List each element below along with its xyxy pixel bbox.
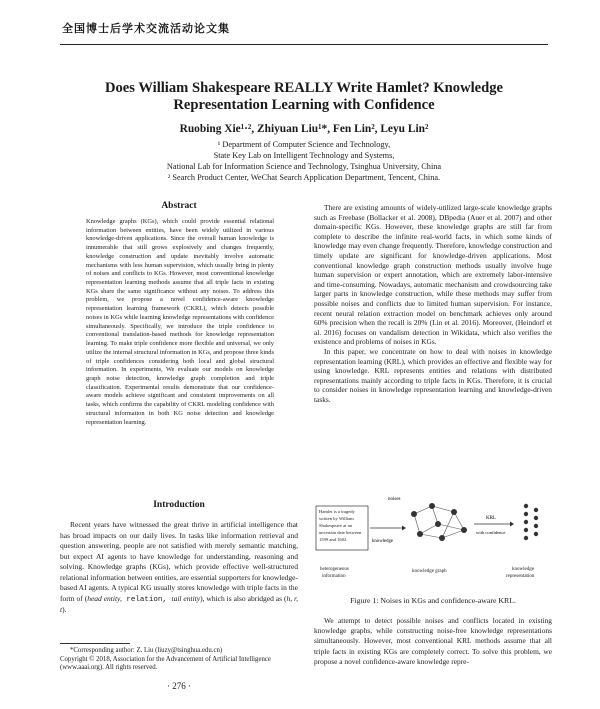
- box-line: Shakespeare at an: [319, 523, 352, 528]
- author-list: Ruobing Xie¹·², Zhiyuan Liu¹*, Fen Lin², Leyu Lin²: [179, 123, 429, 135]
- right-paragraph-2: In this paper, we concentrate on how to deal with noises in knowledge representation learning (KRL), which provides an effective and flexible way for using knowledge. KRL represents entities and relations with distributed representations mainly according to triple facts in KGs. Therefore, it is crucial to consider noises in knowledge representation learning and knowledge-driven tasks.: [314, 346, 552, 404]
- noises-label: noises: [388, 497, 401, 502]
- box-line: Hamlet is a tragedy: [319, 509, 355, 514]
- arrow-head: [402, 526, 406, 531]
- right-column-body: [314, 203, 552, 404]
- figure-1-diagram: [314, 492, 552, 590]
- abstract-text: Knowledge graphs (KGs), which could provide essential relational information between entities, have been widely utilized in various knowledge-driven applications. Since the overall human knowledge is innumerable that still grows explosively and changes frequently, knowledge construction and update inevitably involve automatic mechanisms with less human supervision, which usually bring in plenty of noises and conflicts to KGs. However, most conventional knowledge representation learning methods assume that all triple facts in existing KGs share the same significance without any noises. To address this problem, we propose a novel confidence-aware knowledge representation learning framework (CKRL), which detects possible noises in KGs while learning knowledge representations with confidence simultaneously. Specifically, we introduce the triple confidence to conventional translation-based methods for knowledge representation learning. To make triple confidence more flexible and universal, we only utilize the internal structural information in KGs, and propose three kinds of triple confidences considering both local and global structural information. In experiments, We evaluate our models on knowledge graph noise detection, knowledge graph completion and triple classification. Experimental results demonstrate that our confidence-aware models achieve significant and consistent improvements on all tasks, which confirms the capability of CKRL modeling confidence with structural information in both KG noise detection and knowledge representation learning.: [86, 218, 274, 426]
- box-line: 1599 and 1602.: [319, 537, 348, 542]
- right-paragraph-1: There are existing amounts of widely-utilized large-scale knowledge graphs such as Freebase (Bollacker et al. 2008), DBpedia (Auer et al. 2007) and other domain-specific KGs. However, these knowledge graphs are still far from complete to describe the infinite real-world facts, in which some kinds of knowledge may even change frequently. Therefore, knowledge construction and timely update are significant for knowledge-driven applications. Most conventional knowledge graph construction methods usually involve huge human supervision or expert annotation, which are extremely labor-intensive and time-consuming. Nowadays, automatic mechanism and crowdsourcing take larger parts in knowledge construction, while these methods may suffer from possible noises and conflicts due to limited human supervision. For instance, recent neural relation extraction model on benchmark achieves only around 60% precision when the recall is 20% (Lin et al. 2016). Moreover, (Heindorf et al. 2016) focuses on vandalism detection in Wikidata, which also verifies the existence and problems of noises in KGs.: [314, 203, 552, 347]
- krl-label: KRL: [486, 516, 496, 521]
- right-paragraph-3: We attempt to detect possible noises and conflicts located in existing knowledge graphs, while constructing noise-free knowledge representations simultaneously. However, most conventional KRL methods assume that all triple facts in existing KGs are completely correct. To solve this problem, we propose a novel confidence-aware knowledge repre-: [314, 616, 552, 666]
- abstract-heading: Abstract: [161, 201, 197, 211]
- affiliations: [60, 139, 548, 183]
- box-line: uncertain date between: [319, 530, 362, 535]
- intro-text-before: Recent years have witnessed the great thrive in artificial intelligence that has broad impacts on our daily lives. In tasks like information retrieval and question answering, people are not satisfied with merely semantic matching, but expect AI agents to have knowledge for understanding, reasoning and solving. Knowledge graphs (KGs), which provide effective well-structured relational information between entities, are essential supporters for knowledge-based AI agents. A typical KG usually stores knowledge with triple facts in the form of (: [60, 520, 298, 603]
- information-label: information: [322, 574, 346, 579]
- introduction-body: [60, 520, 298, 616]
- confidence-label: with confidence: [476, 530, 506, 535]
- intro-tail-entity: tail entity: [171, 593, 201, 603]
- introduction-heading: Introduction: [153, 500, 205, 510]
- graph-node: [417, 531, 423, 537]
- heterogeneous-label: heterogeneous: [320, 567, 349, 572]
- intro-relation: relation,: [121, 595, 172, 604]
- right-column-continued: [314, 616, 552, 667]
- knowledge-graph-label: knowledge graph: [412, 569, 447, 574]
- graph-node: [411, 511, 417, 517]
- representation-vectors: [524, 504, 538, 540]
- affiliation-line: National Lab for Information Science and Technology, Tsinghua University, China: [166, 162, 442, 171]
- intro-text-mid: ), which is also abridged as (: [200, 593, 287, 603]
- graph-node: [451, 509, 457, 515]
- intro-text-after: ).: [62, 605, 67, 614]
- knowledge-rep-label: knowledge: [512, 567, 534, 572]
- arrow-head: [510, 522, 514, 527]
- graph-node: [461, 527, 467, 533]
- figure-1: [314, 492, 552, 590]
- graph-node: [435, 521, 441, 527]
- affiliation-line: ² Search Product Center, WeChat Search Application Department, Tencent, China.: [167, 173, 441, 182]
- graph-node: [429, 503, 435, 509]
- page-number: · 276 ·: [167, 681, 191, 691]
- graph-node: [439, 535, 445, 541]
- footnote-copyright: Copyright © 2018, Association for the Advancement of Artificial Intelligence (www.aaai.org). All rights reserved.: [60, 655, 271, 672]
- box-line: written by William: [319, 516, 354, 521]
- footnote: [60, 647, 298, 673]
- knowledge-label: knowledge: [372, 539, 394, 544]
- intro-triple: h, r, t: [60, 593, 299, 614]
- abstract-body: [86, 218, 274, 427]
- journal-header: 全国博士后学术交流活动论文集: [62, 22, 230, 35]
- paper-title: Does William Shakespeare REALLY Write Hamlet? Knowledge Representation Learning with Confidence: [104, 80, 504, 113]
- affiliation-line: ¹ Department of Computer Science and Technology,: [217, 140, 391, 149]
- affiliation-line: State Key Lab on Intelligent Technology and Systems,: [213, 151, 395, 160]
- representation-label: representation: [506, 574, 535, 579]
- footnote-corresponding-author: *Corresponding author: Z. Liu (liuzy@tsinghua.edu.cn): [70, 647, 223, 654]
- footnote-rule: [60, 643, 130, 644]
- figure-caption: Figure 1: Noises in KGs and confidence-aware KRL.: [350, 596, 516, 605]
- intro-head-entity: head entity,: [87, 593, 122, 603]
- header-rule: [60, 44, 548, 45]
- introduction-paragraph: [60, 520, 298, 616]
